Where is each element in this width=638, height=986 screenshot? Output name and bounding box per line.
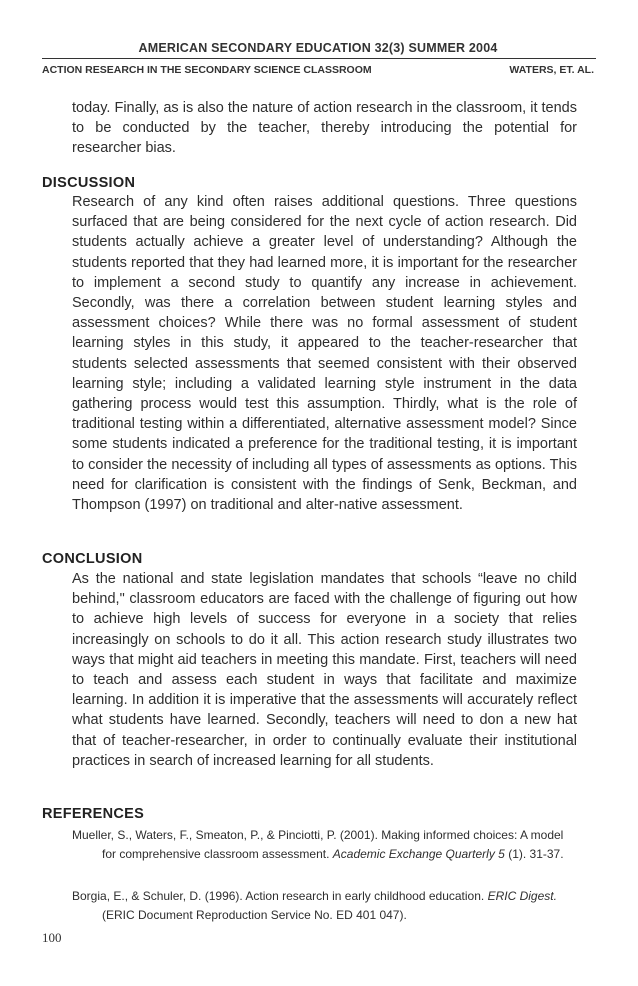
reference-text: Mueller, S., Waters, F., Smeaton, P., & Pinciotti, P. (2001). Making informed choices: A model for comprehensive classroom assessment. [72,828,564,861]
running-head-authors: WATERS, ET. AL. [509,64,594,76]
running-head-article-title: ACTION RESEARCH IN THE SECONDARY SCIENCE CLASSROOM [42,64,372,76]
discussion-heading: DISCUSSION [42,175,136,191]
reference-text: (1). 31-37. [504,846,564,861]
reference-text: (ERIC Document Reproduction Service No. ED 401 047). [102,907,407,922]
discussion-paragraph: Research of any kind often raises additional questions. Three questions surfaced that are being considered for the next cycle of action research. Did students actually achieve a greater level of understanding? Although the students reported that they had learned more, it is important for the researcher to implement a second study to quantify any increase in achievement. Secondly, was there a correlation between student learning styles and assessment choices? While there was no formal assessment of student learning styles in this study, it appeared to the teacher-researcher that students selected assessments that seemed consistent with their observed learning style; including a validated learning style instrument in the data gathering process would test this assumption. Thirdly, what is the role of traditional testing within a differentiated, alternative assessment model? Since some students indicated a preference for the traditional testing, it is important to consider the necessity of including all types of assessments as options. This need for clarification is consistent with the findings of Senk, Beckman, and Thompson (1997) on traditional and alter-native assessment. [72,194,577,514]
page-number: 100 [42,930,62,945]
reference-text: Borgia, E., & Schuler, D. (1996). Action research in early childhood education. [72,889,488,903]
reference-item [72,826,577,863]
reference-journal-title: ERIC Digest. [487,889,557,903]
reference-journal-title: Academic Exchange Quarterly 5 [332,846,505,861]
running-head-journal: AMERICAN SECONDARY EDUCATION 32(3) SUMMER 2004 [138,41,498,55]
running-head-article-line [42,64,594,76]
references-heading: REFERENCES [42,806,145,822]
reference-item [72,887,577,924]
conclusion-heading: CONCLUSION [42,551,143,567]
running-head-rule [42,58,596,59]
intro-paragraph: today. Finally, as is also the nature of action research in the classroom, it tends to be conducted by the teacher, thereby introducing the potential for researcher bias. [72,100,577,157]
conclusion-paragraph: As the national and state legislation mandates that schools “leave no child behind," classroom educators are faced with the challenge of figuring out how to achieve high levels of success for everyone in a society that relies increasingly on schools to do it all. This action research study illustrates two ways that might aid teachers in meeting this mandate. First, teachers will need to teach and assess each student in ways that facilitate and maximize learning. In addition it is imperative that the assessments will accurately reflect what students have learned. Secondly, teachers will need to don a new hat that of teacher-researcher, in order to continually evaluate their institutional practices in search of increased learning for all students. [72,571,577,769]
